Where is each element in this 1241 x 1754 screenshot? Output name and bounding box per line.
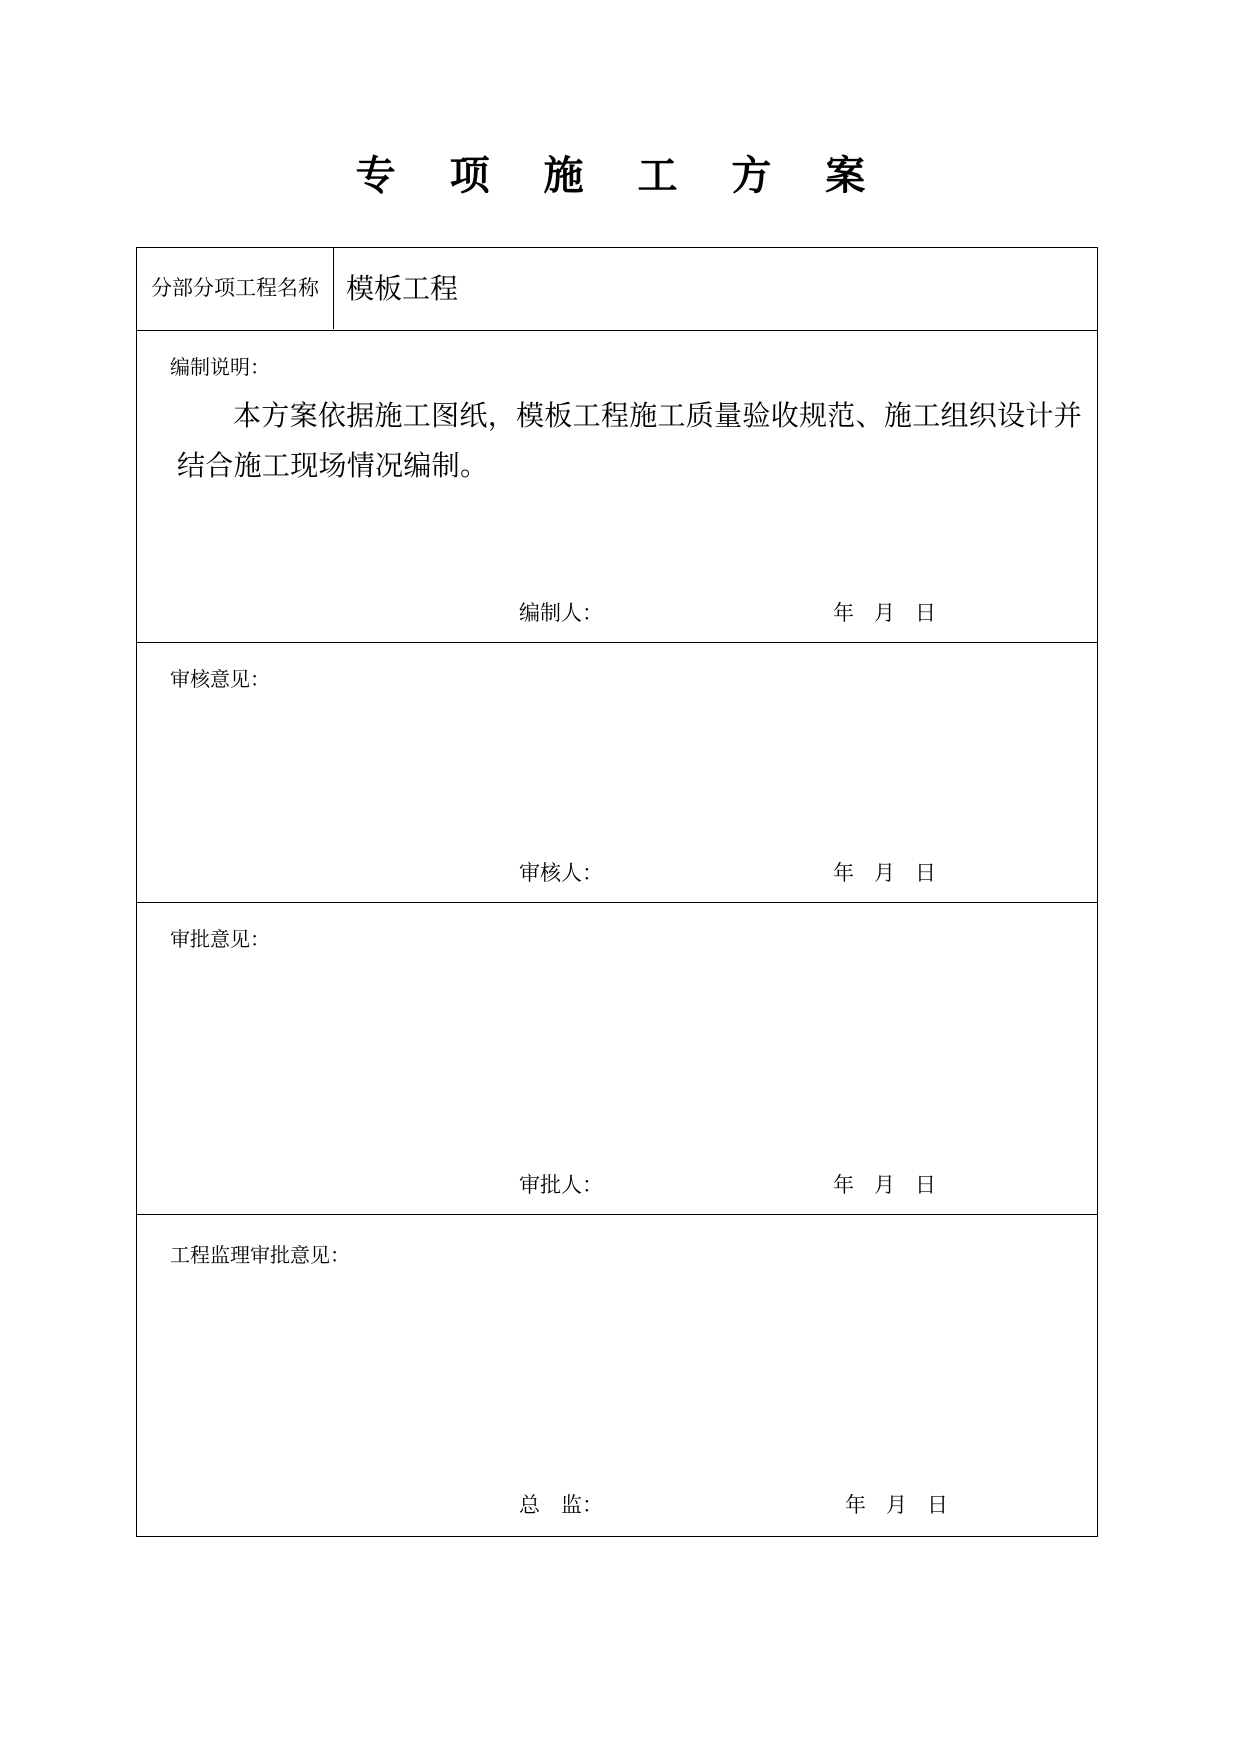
preparation-section [137,330,1097,642]
supervision-date [845,1491,968,1519]
project-name-value[interactable]: 模板工程 [346,272,459,305]
date-day: 日 [915,1173,936,1197]
review-section [137,642,1097,902]
review-label: 审核意见： [170,667,270,691]
project-name-row [137,248,1097,330]
date-year: 年 [833,1173,854,1197]
approval-form-table [136,247,1098,1537]
document-title: 专 项 施 工 方 案 [355,152,886,199]
date-month: 月 [874,861,895,885]
date-day: 日 [915,601,936,625]
date-day: 日 [927,1493,948,1517]
approval-label: 审批意见： [170,927,270,951]
date-day: 日 [915,861,936,885]
date-month: 月 [874,1173,895,1197]
supervision-label: 工程监理审批意见： [170,1243,350,1267]
date-year: 年 [833,861,854,885]
approval-section [137,902,1097,1214]
date-year: 年 [845,1493,866,1517]
preparer-signature-label: 编制人： [519,601,603,625]
approval-date [833,1171,956,1199]
chief-supervisor-signature-label: 总 监： [519,1493,603,1517]
project-name-label: 分部分项工程名称 [137,248,334,329]
date-month: 月 [886,1493,907,1517]
supervision-section [137,1214,1097,1536]
review-date [833,859,956,887]
reviewer-signature-label: 审核人： [519,861,603,885]
preparation-label: 编制说明： [170,355,270,379]
approver-signature-label: 审批人： [519,1173,603,1197]
date-month: 月 [874,601,895,625]
preparation-text[interactable]: 本方案依据施工图纸，模板工程施工质量验收规范、施工组织设计并结合施工现场情况编制。 [177,399,1083,482]
preparation-date [833,599,956,627]
date-year: 年 [833,601,854,625]
